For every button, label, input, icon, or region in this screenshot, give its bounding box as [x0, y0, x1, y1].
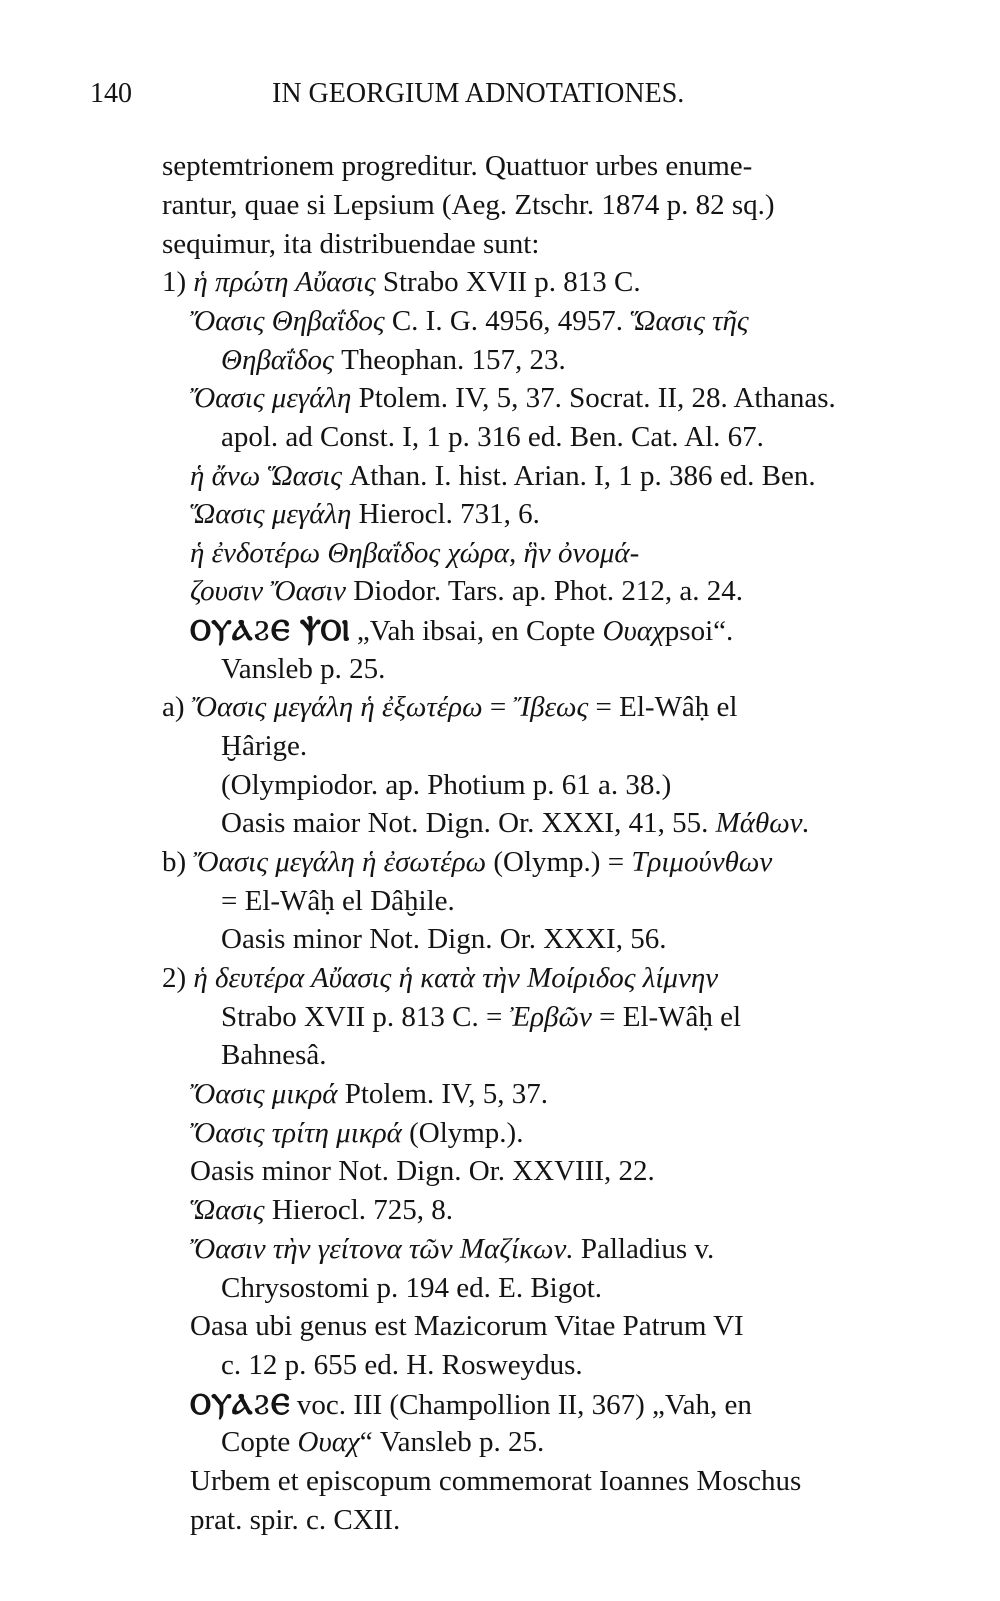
text-line [190, 1308, 744, 1344]
latin-text: c. 12 p. 655 ed. H. Rosweydus. [221, 1349, 583, 1381]
latin-text: 1) [162, 266, 194, 298]
text-line [190, 1076, 548, 1112]
text-line [162, 226, 539, 262]
text-line [221, 1347, 583, 1383]
latin-text: Strabo XVII p. 813 C. = [221, 1001, 510, 1033]
text-line [190, 1502, 400, 1538]
latin-text: C. I. G. 4956, 4957. [384, 305, 631, 337]
greek-text: ζουσιν Ὄασιν [190, 575, 347, 607]
text-line [190, 380, 836, 416]
greek-text: Ἐρβῶν [509, 1001, 592, 1033]
text-line [190, 1192, 453, 1228]
greek-text: Μάθων. [715, 807, 810, 839]
latin-text: Strabo XVII p. 813 C. [375, 266, 641, 298]
latin-text: septemtrionem progreditur. Quattuor urbes enume- [162, 150, 753, 182]
running-title: IN GEORGIUM ADNOTATIONES. [272, 78, 685, 109]
greek-text: ἡ ἐνδοτέρω Θηβαΐδος χώρα, ἣν ὀνομά- [190, 537, 640, 569]
text-line [221, 419, 764, 455]
greek-text: Ὥασις μεγάλη [190, 498, 352, 530]
latin-text: Athan. I. hist. Arian. I, 1 p. 386 ed. Ben. [342, 460, 816, 492]
latin-text: Oasis minor Not. Dign. Or. XXXI, 56. [221, 923, 667, 955]
latin-text: 2) [162, 962, 194, 994]
latin-text: prat. spir. c. CXII. [190, 1504, 401, 1536]
greek-text: Ὄασις μικρά [190, 1078, 338, 1110]
greek-text: Ἴβεως [513, 691, 589, 723]
latin-text: Ptolem. IV, 5, 37. [337, 1078, 549, 1110]
latin-text: Palladius v. [573, 1233, 715, 1265]
greek-text: Ουαχ [297, 1426, 360, 1458]
latin-text: rantur, quae si Lepsium (Aeg. Ztschr. 1874 p. 82 sq.) [162, 189, 775, 221]
latin-text: Urbem et episcopum commemorat Ioannes Moschus [190, 1465, 802, 1497]
text-line [190, 458, 816, 494]
text-line [190, 496, 540, 532]
coptic-text: ⲞⲨⲀϨⲈ ⲮⲞⲒ [190, 613, 350, 647]
latin-text: sequimur, ita distribuendae sunt: [162, 228, 540, 260]
greek-text: Ὄασις μεγάλη ἡ ἐσωτέρω [193, 846, 487, 878]
latin-text: “ Vansleb p. 25. [359, 1426, 545, 1458]
greek-text: ἡ δευτέρα Αὔασις ἡ κατὰ τὴν Μοίριδος λίμνην [193, 962, 719, 994]
latin-text: = El-Wâḥ el Dâḫile. [221, 885, 455, 917]
text-line [190, 1115, 523, 1151]
latin-text: (Olymp.) = [486, 846, 632, 878]
text-line [190, 573, 743, 609]
latin-text: Bahnesâ. [221, 1039, 327, 1071]
text-line [190, 612, 733, 649]
latin-text: apol. ad Const. I, 1 p. 316 ed. Ben. Cat. Al. 67. [221, 421, 764, 453]
latin-text: Copte [221, 1426, 298, 1458]
greek-text: Ὄασις μεγάλη ἡ ἐξωτέρω [191, 691, 483, 723]
latin-text: psoi“. [664, 615, 734, 647]
text-line [221, 728, 307, 764]
latin-text: Hierocl. 731, 6. [351, 498, 540, 530]
text-line [190, 535, 639, 571]
text-line [162, 187, 775, 223]
latin-text: Oasa ubi genus est Mazicorum Vitae Patrum VI [190, 1310, 744, 1342]
text-line [221, 651, 385, 687]
coptic-text: ⲞⲨⲀϨⲈ [190, 1387, 290, 1421]
text-line [162, 689, 738, 725]
latin-text: b) [162, 846, 194, 878]
text-line [190, 1463, 801, 1499]
greek-text: Ὥασις τῆς [630, 305, 749, 337]
greek-text: Ὥασις [190, 1194, 265, 1226]
latin-text: (Olymp.). [401, 1117, 524, 1149]
latin-text: Ḫârige. [221, 730, 308, 762]
latin-text: Theophan. 157, 23. [333, 344, 566, 376]
greek-text: ἡ ἄνω Ὥασις [190, 460, 343, 492]
text-line [190, 1231, 714, 1267]
greek-text: Ὄασις τρίτη μικρά [190, 1117, 402, 1149]
text-line [221, 1270, 602, 1306]
greek-text: Ὄασις μεγάλη [190, 382, 352, 414]
text-line [221, 1424, 544, 1460]
page-number: 140 [90, 78, 132, 109]
latin-text: = [482, 691, 514, 723]
latin-text: Vansleb p. 25. [221, 653, 386, 685]
text-line [190, 1153, 655, 1189]
greek-text: ἡ πρώτη Αὔασις [193, 266, 376, 298]
text-line [162, 960, 718, 996]
greek-text: Ὄασις Θηβαΐδος [190, 305, 385, 337]
text-line [221, 921, 666, 957]
greek-text: Θηβαΐδος [221, 344, 334, 376]
greek-text: Τριμούνθων [631, 846, 773, 878]
latin-text: (Olympiodor. ap. Photium p. 61 a. 38.) [221, 769, 672, 801]
text-line [221, 883, 455, 919]
text-line [221, 1037, 327, 1073]
latin-text: voc. III (Champollion II, 367) „Vah, en [289, 1389, 752, 1421]
text-line [221, 999, 741, 1035]
text-line [162, 264, 641, 300]
greek-text: Ὄασιν τὴν γείτονα τῶν Μαζίκων. [190, 1233, 574, 1265]
latin-text: = El-Wâḥ el [588, 691, 738, 723]
latin-text: Diodor. Tars. ap. Phot. 212, a. 24. [346, 575, 743, 607]
text-line [162, 148, 752, 184]
text-line [221, 805, 810, 841]
greek-text: Ουαχ [602, 615, 665, 647]
latin-text: Oasis maior Not. Dign. Or. XXXI, 41, 55. [221, 807, 716, 839]
text-line [221, 767, 671, 803]
text-line [221, 342, 566, 378]
latin-text: a) [162, 691, 192, 723]
latin-text: Oasis minor Not. Dign. Or. XXVIII, 22. [190, 1155, 655, 1187]
latin-text: Hierocl. 725, 8. [264, 1194, 454, 1226]
latin-text: = El-Wâḥ el [591, 1001, 742, 1033]
latin-text: Ptolem. IV, 5, 37. Socrat. II, 28. Athanas. [351, 382, 836, 414]
latin-text: Chrysostomi p. 194 ed. E. Bigot. [221, 1272, 603, 1304]
text-line [162, 844, 772, 880]
text-line [190, 303, 749, 339]
text-line [190, 1386, 752, 1423]
latin-text: „Vah ibsai, en Copte [349, 615, 603, 647]
